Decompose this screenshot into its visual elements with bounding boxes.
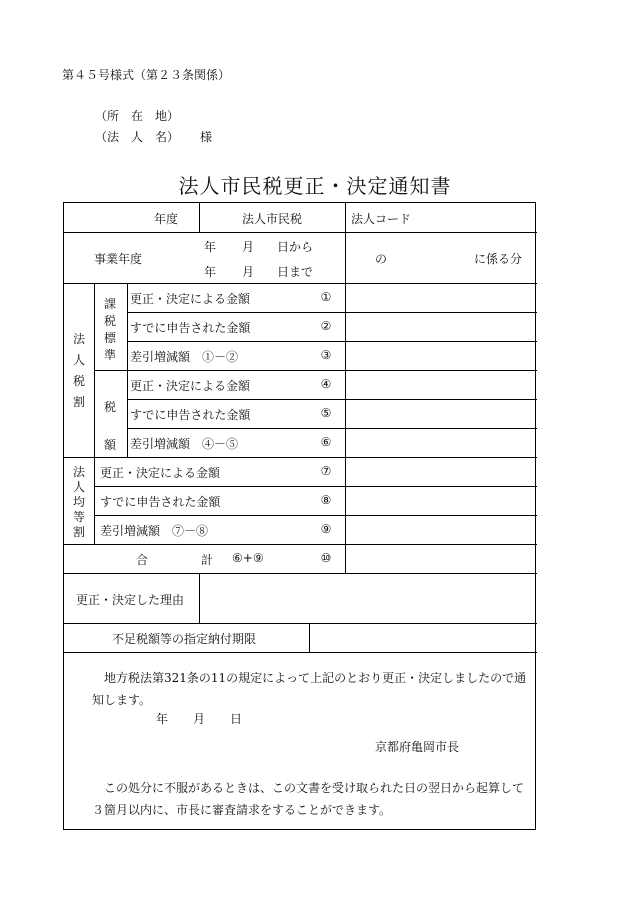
row-label: 更正・決定による金額 — [130, 292, 251, 306]
rule — [64, 283, 537, 284]
addressee-honorific: 様 — [200, 130, 213, 144]
addressee-corp-name-label: （法 人 名） — [95, 130, 180, 144]
from-month: 月 — [242, 240, 255, 254]
rule — [127, 428, 537, 429]
row-label: 更正・決定による金額 — [100, 466, 221, 480]
rule — [94, 370, 537, 371]
notice-date-month: 月 — [193, 712, 206, 726]
deadline-label: 不足税額等の指定納付期限 — [112, 632, 257, 646]
tax-type-label: 法人市民税 — [242, 212, 303, 226]
tax-base-label: 課 税 標 準 — [103, 297, 116, 362]
appeal-text: この処分に不服があるときは、この文書を受け取られた日の翌日から起算して３箇月以内に、市長に審査請求をすることができます。 — [92, 781, 525, 817]
to-day: 日まで — [277, 265, 314, 279]
row-number: ① — [320, 290, 332, 304]
rule — [127, 312, 537, 313]
from-year: 年 — [204, 240, 217, 254]
row-label: すでに申告された金額 — [130, 408, 251, 422]
rule — [64, 544, 537, 545]
row-label: 差引増減額 ①－② — [130, 350, 239, 364]
row-label: 差引増減額 ④－⑤ — [130, 437, 239, 451]
corp-code-label: 法人コード — [351, 212, 412, 226]
from-day: 日から — [277, 240, 314, 254]
rule — [345, 203, 346, 573]
row-label: すでに申告された金額 — [100, 495, 221, 509]
row-number: ④ — [320, 377, 332, 391]
rule — [64, 232, 537, 233]
notice-date-year: 年 — [156, 712, 169, 726]
row-label: すでに申告された金額 — [130, 321, 251, 335]
rule — [199, 573, 200, 623]
form-number: 第４５号様式（第２３条関係） — [62, 68, 231, 82]
fiscal-year-label: 事業年度 — [94, 252, 143, 266]
notice-paragraph — [92, 667, 532, 711]
row-number: ⑧ — [320, 493, 332, 507]
rule — [94, 283, 95, 544]
notice-form-table — [63, 202, 536, 830]
total-label-a: 合 — [136, 553, 149, 567]
rule — [94, 486, 537, 487]
rule — [309, 623, 310, 652]
row-number: ⑤ — [320, 406, 332, 420]
total-label-b: 計 — [201, 553, 214, 567]
document-title: 法人市民税更正・決定通知書 — [178, 174, 452, 198]
issuer: 京都府亀岡市長 — [375, 740, 460, 754]
appeal-paragraph — [92, 777, 532, 821]
rule — [64, 623, 537, 624]
notice-text: 地方税法第321条の11の規定によって上記のとおり更正・決定しましたので通知します。 — [92, 671, 527, 707]
rule — [127, 283, 128, 457]
row-label: 更正・決定による金額 — [130, 379, 251, 393]
rule — [94, 515, 537, 516]
rule — [64, 652, 537, 653]
rule — [199, 203, 200, 232]
addressee-location-label: （所 在 地） — [95, 109, 180, 123]
row-number: ⑦ — [320, 464, 332, 478]
to-year: 年 — [204, 265, 217, 279]
row-number: ⑩ — [320, 551, 332, 565]
tax-amount-label: 税 額 — [103, 400, 116, 452]
hojin-zeiwari-label: 法 人 税 割 — [72, 332, 85, 409]
row-number: ② — [320, 319, 332, 333]
notice-date-day: 日 — [230, 712, 243, 726]
total-formula: ⑥+⑨ — [232, 551, 264, 565]
pertaining-label: に係る分 — [474, 252, 523, 266]
rule — [64, 573, 537, 574]
kintowari-label: 法 人 均 等 割 — [72, 465, 85, 539]
year-label: 年度 — [154, 212, 179, 226]
row-number: ⑥ — [320, 435, 332, 449]
row-label: 差引増減額 ⑦－⑧ — [100, 524, 209, 538]
reason-label: 更正・決定した理由 — [76, 593, 185, 607]
rule — [127, 399, 537, 400]
row-number: ③ — [320, 348, 332, 362]
to-month: 月 — [242, 265, 255, 279]
no-particle: の — [375, 252, 388, 266]
rule — [127, 341, 537, 342]
rule — [64, 457, 537, 458]
row-number: ⑨ — [320, 522, 332, 536]
